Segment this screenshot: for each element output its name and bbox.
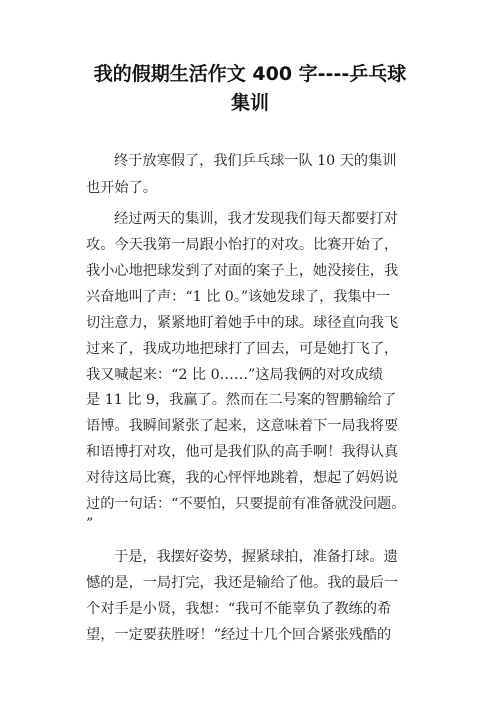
body-line: 也开始了。 [86, 180, 157, 196]
body-line: 个对手是小贤，我想：“我可不能辜负了教练的希 [86, 601, 392, 617]
body-line: 终于放寒假了，我们乒乓球一队 10 天的集训 [114, 153, 397, 169]
body-line: 攻。今天我第一局跟小怡打的对攻。比赛开始了， [86, 237, 399, 253]
body-line: 过的一句话：“不要怕，只要提前有准备就没问题。 [86, 496, 406, 512]
body-line: 经过两天的集训，我才发现我们每天都要打对 [114, 211, 398, 227]
body-line: 对待这局比赛，我的心怦怦地跳着，想起了妈妈说 [86, 470, 399, 486]
body-line: 我小心地把球发到了对面的案子上，她没接住，我 [86, 263, 399, 279]
body-line: 和语博打对攻，他可是我们队的高手啊！我得认真 [86, 444, 399, 460]
body-line: 切注意力，紧紧地盯着她手中的球。球径直向我飞 [86, 315, 399, 331]
body-line: 望，一定要获胜呀！”经过十几个回合紧张残酷的 [86, 627, 392, 643]
document-title-line-1: 我的假期生活作文 400 字----乒乓球 [93, 63, 407, 85]
body-line: 憾的是，一局打完，我还是输给了他。我的最后一 [86, 575, 399, 591]
body-line: 我又喊起来：“2 比 0……”这局我俩的对攻成绩 [86, 367, 383, 383]
body-line: 过来了，我成功地把球打了回去，可是她打飞了， [86, 341, 399, 357]
body-line: 是 11 比 9，我赢了。然而在二号案的智鹏输给了 [86, 392, 397, 408]
body-line: 语博。我瞬间紧张了起来，这意味着下一局我将要 [86, 418, 399, 434]
body-line: 于是，我摆好姿势，握紧球拍，准备打球。遗 [114, 549, 398, 565]
body-line: 兴奋地叫了声：“1 比 0。”该她发球了，我集中一 [86, 289, 391, 305]
body-line: ” [86, 516, 94, 532]
document-title-line-2: 集训 [230, 92, 269, 114]
